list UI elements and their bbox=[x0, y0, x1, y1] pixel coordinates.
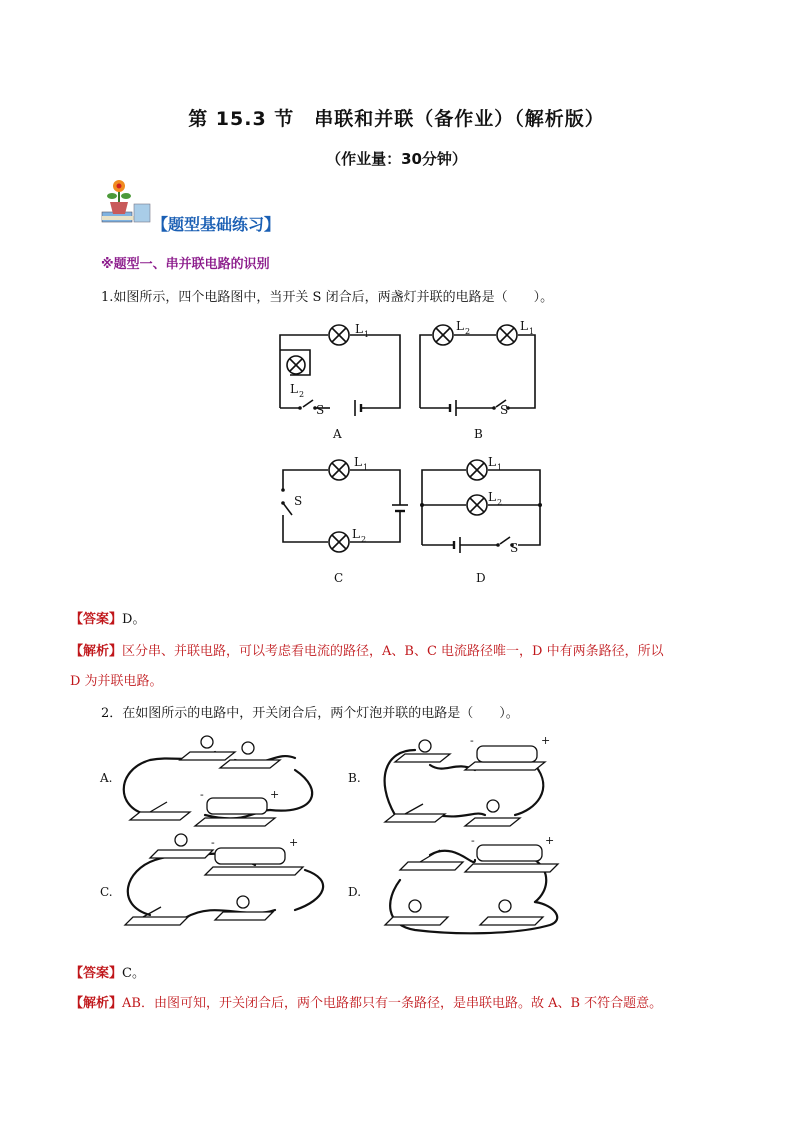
sub-1-d: 1 bbox=[497, 463, 503, 472]
q2-option-b: B. bbox=[348, 771, 361, 785]
label-S-d: S bbox=[510, 541, 519, 555]
answer-value: D。 bbox=[122, 612, 146, 627]
minus-c: - bbox=[211, 836, 215, 849]
q2-explanation-line1 bbox=[70, 992, 662, 1011]
sub-2-b: 2 bbox=[465, 327, 471, 336]
label-L2-b: L bbox=[456, 319, 464, 333]
label-S-c: S bbox=[294, 494, 303, 508]
explanation-text: AB．由图可知，开关闭合后，两个电路都只有一条路径，是串联电路。故 A、B 不符合题意。 bbox=[122, 996, 663, 1011]
label-L1-a: L bbox=[355, 322, 363, 336]
label-L1-c: L bbox=[354, 455, 362, 469]
q1-explanation-line1 bbox=[70, 640, 664, 659]
label-L1-b: L bbox=[520, 319, 528, 333]
caption-d: D bbox=[476, 571, 486, 585]
explanation-text: 区分串、并联电路，可以考虑看电流的路径，A、B、C 电流路径唯一，D 中有两条路径，所以 bbox=[122, 644, 664, 659]
page-subtitle: （作业量：30分钟） bbox=[326, 150, 467, 168]
minus-a: - bbox=[200, 788, 204, 801]
sub-1-c: 1 bbox=[363, 463, 369, 472]
sub-2-c: 2 bbox=[361, 535, 367, 544]
plus-b: + bbox=[541, 734, 551, 747]
section-heading: 【题型基础练习】 bbox=[152, 215, 281, 234]
q1-circuit-diagrams bbox=[270, 315, 560, 590]
sub-2-d: 2 bbox=[497, 498, 503, 507]
question-2-text: 2．在如图所示的电路中，开关闭合后，两个灯泡并联的电路是（ ）。 bbox=[101, 706, 519, 721]
flower-pot-icon bbox=[100, 178, 152, 226]
explanation-tag: 【解析】 bbox=[70, 996, 123, 1011]
question-type-heading: ※题型一、串并联电路的识别 bbox=[101, 257, 270, 272]
q2-option-d: D. bbox=[348, 885, 362, 899]
label-L2-a: L bbox=[290, 382, 298, 396]
label-L2-d: L bbox=[488, 490, 496, 504]
label-S-b: S bbox=[500, 403, 509, 417]
q1-answer bbox=[70, 608, 145, 627]
label-L2-c: L bbox=[352, 527, 360, 541]
minus-b: - bbox=[470, 734, 474, 747]
q1-explanation-line2: D 为并联电路。 bbox=[70, 674, 163, 689]
minus-d: - bbox=[471, 834, 475, 847]
explanation-tag: 【解析】 bbox=[70, 644, 123, 659]
caption-a: A bbox=[333, 427, 342, 441]
q2-option-c: C. bbox=[100, 885, 113, 899]
sub-1-a: 1 bbox=[364, 330, 370, 339]
q2-option-a: A. bbox=[100, 771, 113, 785]
caption-b: B bbox=[474, 427, 483, 441]
q2-circuit-pictures bbox=[95, 730, 565, 945]
label-S-a: S bbox=[316, 403, 325, 417]
plus-c: + bbox=[289, 836, 299, 849]
page-title: 第 15.3 节 串联和并联（备作业）（解析版） bbox=[188, 108, 605, 130]
plus-d: + bbox=[545, 834, 555, 847]
label-L1-d: L bbox=[488, 455, 496, 469]
answer-tag: 【答案】 bbox=[70, 612, 123, 627]
caption-c: C bbox=[334, 571, 344, 585]
q2-answer bbox=[70, 962, 145, 981]
plus-a: + bbox=[270, 788, 280, 801]
answer-tag: 【答案】 bbox=[70, 966, 123, 981]
sub-2-a: 2 bbox=[299, 390, 305, 399]
answer-value: C。 bbox=[122, 966, 145, 981]
sub-1-b: 1 bbox=[529, 327, 535, 336]
question-1-text: 1.如图所示，四个电路图中，当开关 S 闭合后，两盏灯并联的电路是（ ）。 bbox=[101, 290, 554, 305]
